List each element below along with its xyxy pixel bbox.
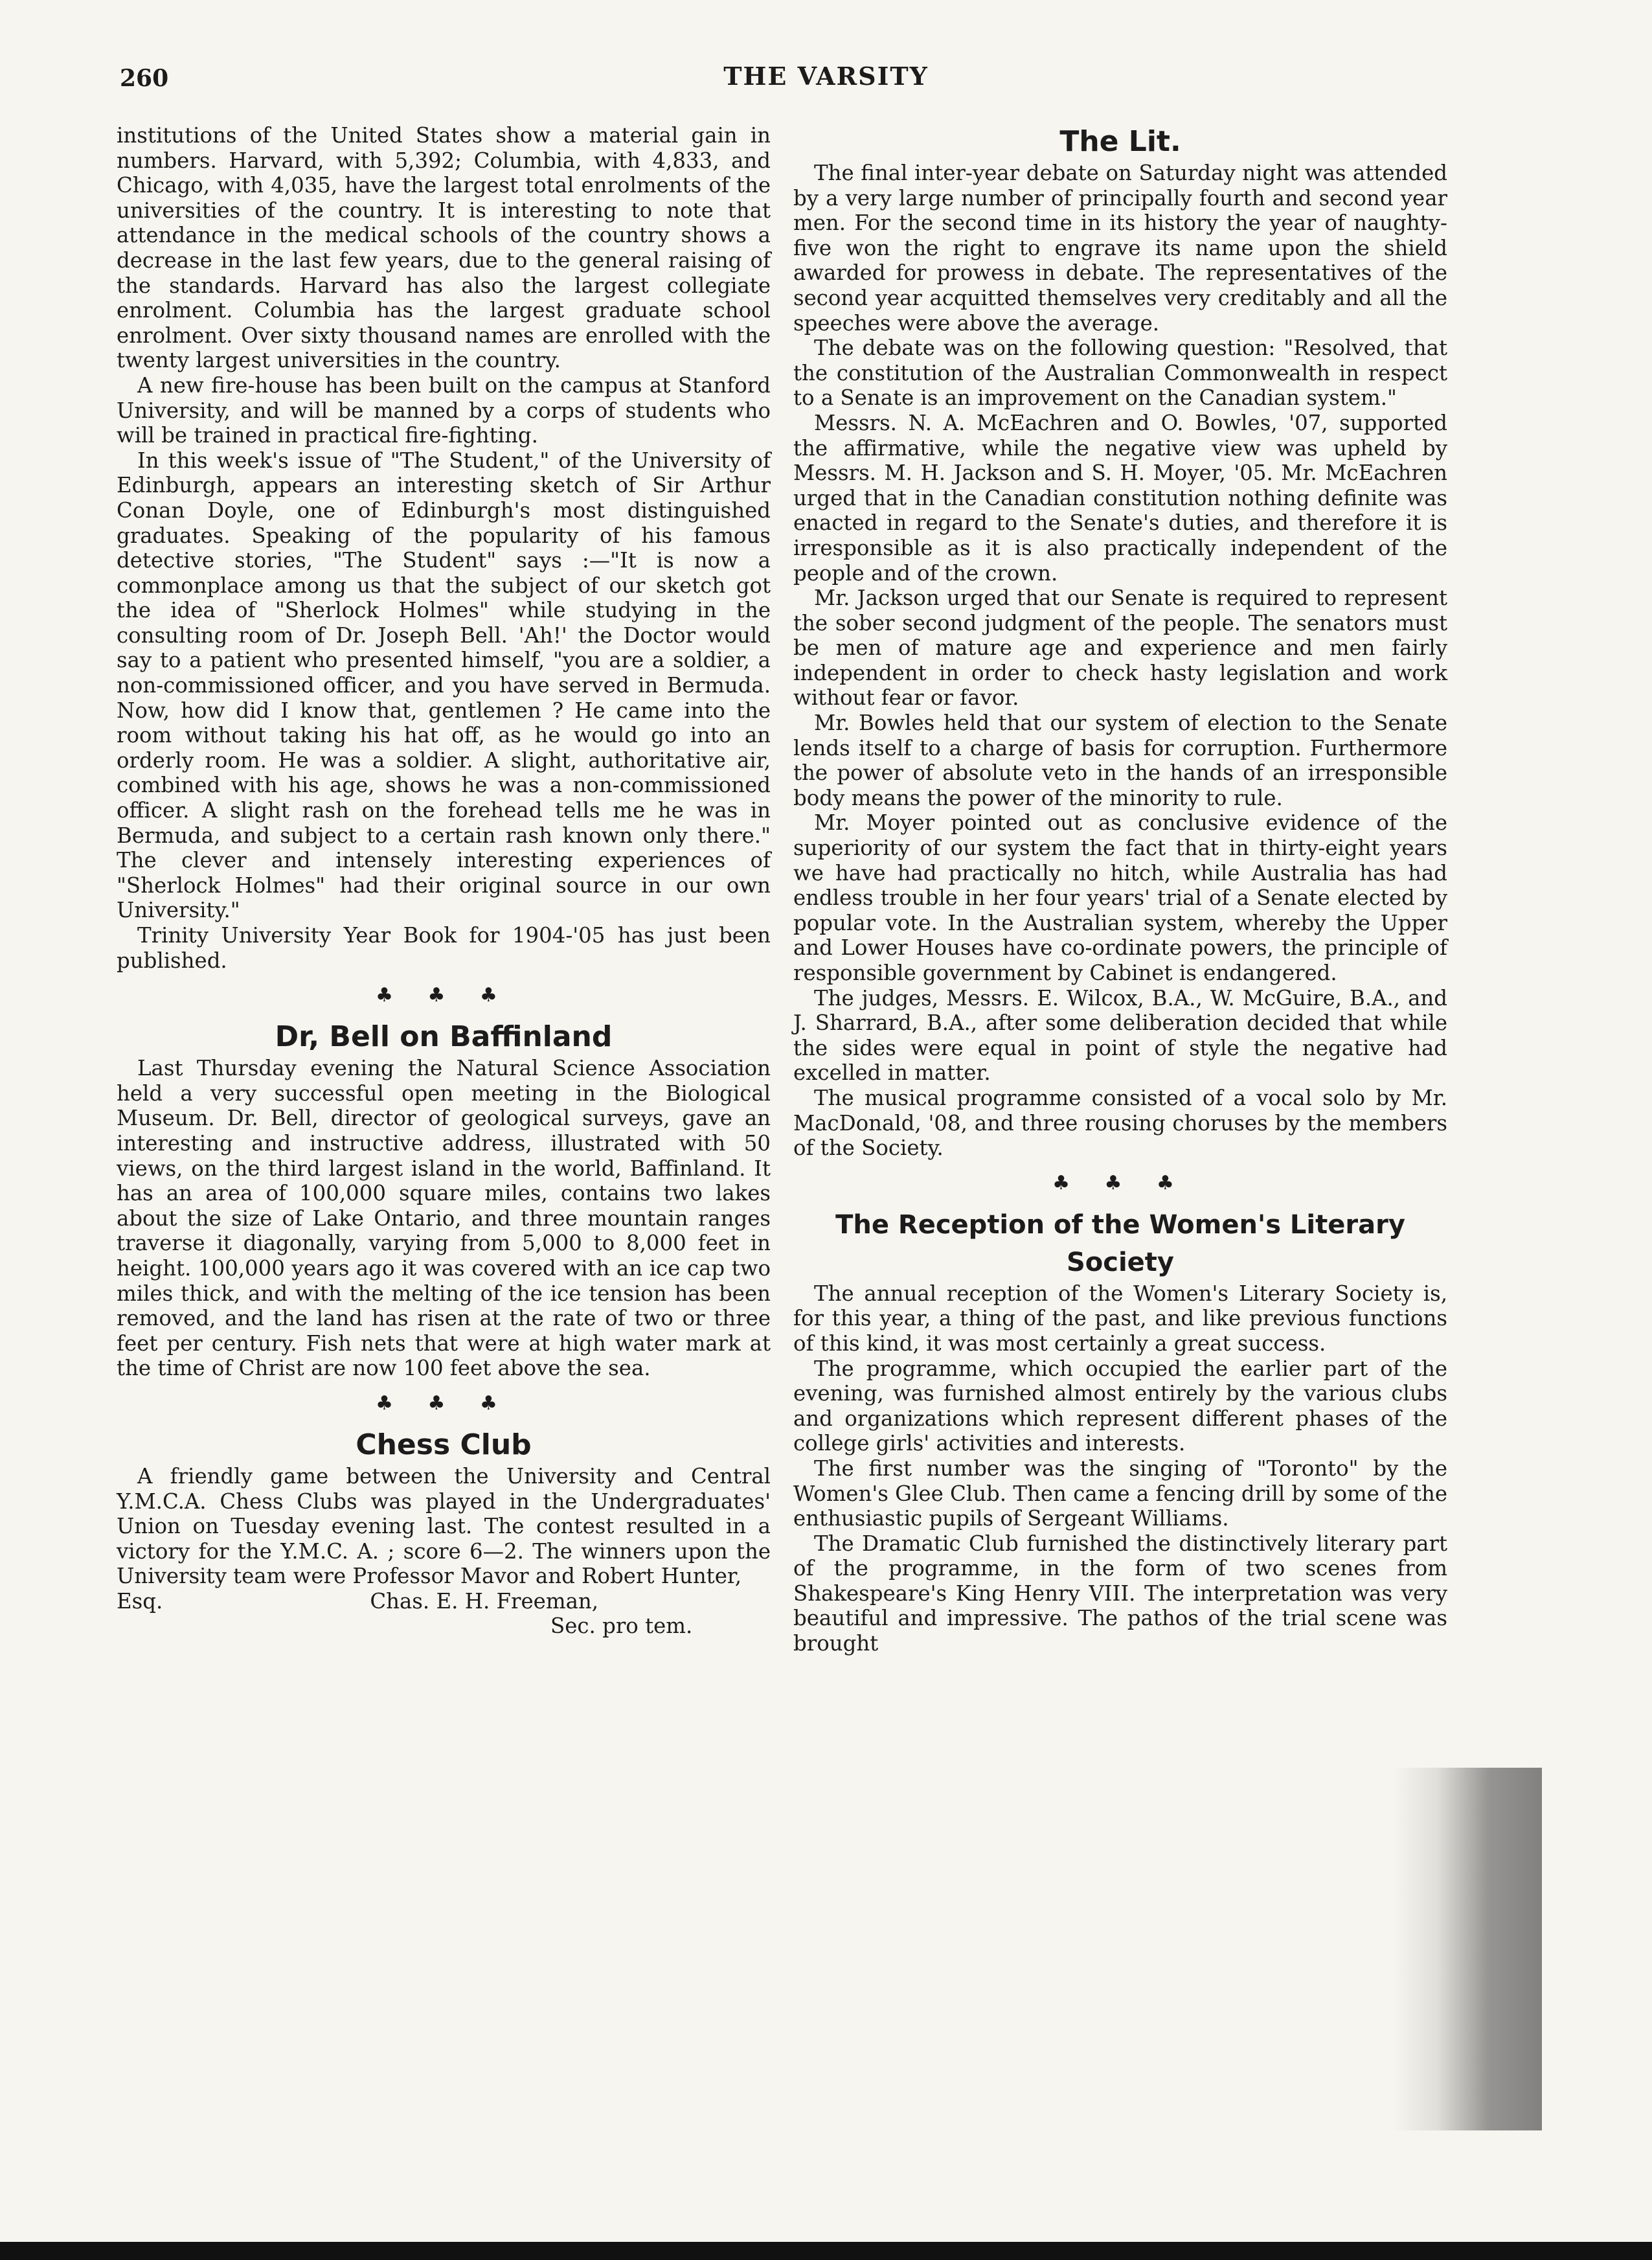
esq-text: Esq. <box>117 1588 163 1614</box>
paragraph-lit: The final inter-year debate on Saturday night was attended by a very large number of principally fourth and second year men. For the second time in its history the year of naughty-five won the right to engrave its name upon the shield awarded for prowess in debate. The representatives of the second year acquitted themselves very creditably and all the speeches were above the average. <box>793 161 1447 336</box>
paragraph-conan-doyle: In this week's issue of "The Student," of the University of Edinburgh, appears an interesting sketch of Sir Arthur Conan Doyle, one of Edinburgh's most distinguished graduates. Speaking of the popularity of his famous detective stories, "The Student" says :—"It is now a commonplace among us that the subject of our sketch got the idea of "Sherlock Holmes" while studying in the consulting room of Dr. Joseph Bell. 'Ah!' the Doctor would say to a patient who presented himself, "you are a soldier, a non-commissioned officer, and you have served in Bermuda. Now, how did I know that, gentlemen ? He came into the room without taking his hat off, as he would go into an orderly room. He was a soldier. A slight, authoritative air, combined with his age, shows he was a non-commissioned officer. A slight rash on the forehead tells me he was in Bermuda, and subject to a certain rash known only there." The clever and intensely interesting experiences of "Sherlock Holmes" had their original source in our own University." <box>117 448 771 923</box>
section-ornament: ♣ ♣ ♣ <box>376 1391 512 1415</box>
signature-name: Chas. E. H. Freeman, <box>370 1588 599 1614</box>
signature-line <box>117 1589 771 1614</box>
left-column <box>117 123 771 1639</box>
page-number: 260 <box>120 65 169 92</box>
paragraph-fire-house: A new fire-house has been built on the campus at Stanford University, and will be manned by a corps of students who will be trained in practical fire-fighting. <box>117 372 771 448</box>
paragraph-lit: The judges, Messrs. E. Wilcox, B.A., W. McGuire, B.A., and J. Sharrard, B.A., after some deliberation decided that while the sides were equal in point of style the negative had excelled in matter. <box>793 985 1447 1086</box>
signature-role: Sec. pro tem. <box>550 1614 693 1639</box>
paragraph-lit: Messrs. N. A. McEachren and O. Bowles, '07, supported the affirmative, while the negative view was upheld by Messrs. M. H. Jackson and S. H. Moyer, '05. Mr. McEachren urged that in the Canadian constitution nothing definite was enacted in regard to the Senate's duties, and therefore it is irresponsible as it is also practically independent of the people and of the crown. <box>793 410 1447 586</box>
paragraph-year-book: Trinity University Year Book for 1904-'05 has just been published. <box>117 923 771 973</box>
heading-chess-club: Chess Club <box>356 1428 532 1461</box>
scan-edge-shadow <box>1393 1768 1542 2130</box>
heading-womens-reception: The Reception of the Women's Literary Society <box>835 1209 1405 1277</box>
paragraph-lit: The debate was on the following question: "Resolved, that the constitution of the Australian Commonwealth in respect to a Senate is an improvement on the Canadian system." <box>793 336 1447 411</box>
paragraph-enrolments: institutions of the United States show a material gain in numbers. Harvard, with 5,392; Columbia, with 4,833, and Chicago, with 4,035, have the largest total enrolments of the universities of the country. It is interesting to note that attendance in the medical schools of the country shows a decrease in the last few years, due to the general raising of the standards. Harvard has also the largest collegiate enrolment. Columbia has the largest graduate school enrolment. Over sixty thousand names are enrolled with the twenty largest universities in the country. <box>117 123 771 373</box>
section-ornament: ♣ ♣ ♣ <box>376 984 512 1007</box>
section-ornament: ♣ ♣ ♣ <box>1052 1171 1188 1194</box>
heading-the-lit: The Lit. <box>1059 125 1181 158</box>
masthead: THE VARSITY <box>723 62 929 91</box>
paragraph-chess-club: A friendly game between the University and Central Y.M.C.A. Chess Clubs was played in the Undergraduates' Union on Tuesday evening last. The contest resulted in a victory for the Y.M.C. A. ; score 6—2. The winners upon the University team were Professor Mavor and Robert Hunter, <box>117 1463 771 1589</box>
paragraph-lit: The musical programme consisted of a vocal solo by Mr. MacDonald, '08, and three rousing choruses by the members of the Society. <box>793 1085 1447 1161</box>
paragraph-baffinland: Last Thursday evening the Natural Science Association held a very successful open meeting in the Biological Museum. Dr. Bell, director of geological surveys, gave an interesting and instructive address, illustrated with 50 views, on the third largest island in the world, Baffinland. It has an area of 100,000 square miles, contains two lakes about the size of Lake Ontario, and three mountain ranges traverse it diagonally, varying from 5,000 to 8,000 feet in height. 100,000 years ago it was covered with an ice cap two miles thick, and with the melting of the ice tension has been removed, and the land has risen at the rate of two or three feet per century. Fish nets that were at high water mark at the time of Christ are now 100 feet above the sea. <box>117 1056 771 1381</box>
heading-baffinland: Dr, Bell on Baffinland <box>275 1020 613 1054</box>
paragraph-reception: The Dramatic Club furnished the distinctively literary part of the programme, in the form of two scenes from Shakespeare's King Henry VIII. The interpretation was very beautiful and impressive. The pathos of the trial scene was brought <box>793 1531 1447 1656</box>
paragraph-lit: Mr. Moyer pointed out as conclusive evidence of the superiority of our system the fact that in thirty-eight years we have had practically no hitch, while Australia has had endless trouble in her four years' trial of a Senate elected by popular vote. In the Australian system, whereby the Upper and Lower Houses have co-ordinate powers, the principle of responsible government by Cabinet is endangered. <box>793 810 1447 985</box>
paragraph-reception: The annual reception of the Women's Literary Society is, for this year, a thing of the past, and like previous functions of this kind, it was most certainly a great success. <box>793 1281 1447 1356</box>
paragraph-lit: Mr. Bowles held that our system of election to the Senate lends itself to a charge of basis for corruption. Furthermore the power of absolute veto in the hands of an irresponsible body means the power of the minority to rule. <box>793 711 1447 810</box>
paragraph-lit: Mr. Jackson urged that our Senate is required to represent the sober second judgment of the people. The senators must be men of mature age and experience and men fairly independent in order to check hasty legislation and work without fear or favor. <box>793 586 1447 711</box>
right-column <box>793 123 1447 1656</box>
scan-bottom-border <box>0 2242 1652 2260</box>
paragraph-reception: The first number was the singing of "Toronto" by the Women's Glee Club. Then came a fencing drill by some of the enthusiastic pupils of Sergeant Williams. <box>793 1455 1447 1531</box>
paragraph-reception: The programme, which occupied the earlier part of the evening, was furnished almost entirely by the various clubs and organizations which represent different phases of the college girls' activities and interests. <box>793 1356 1447 1456</box>
